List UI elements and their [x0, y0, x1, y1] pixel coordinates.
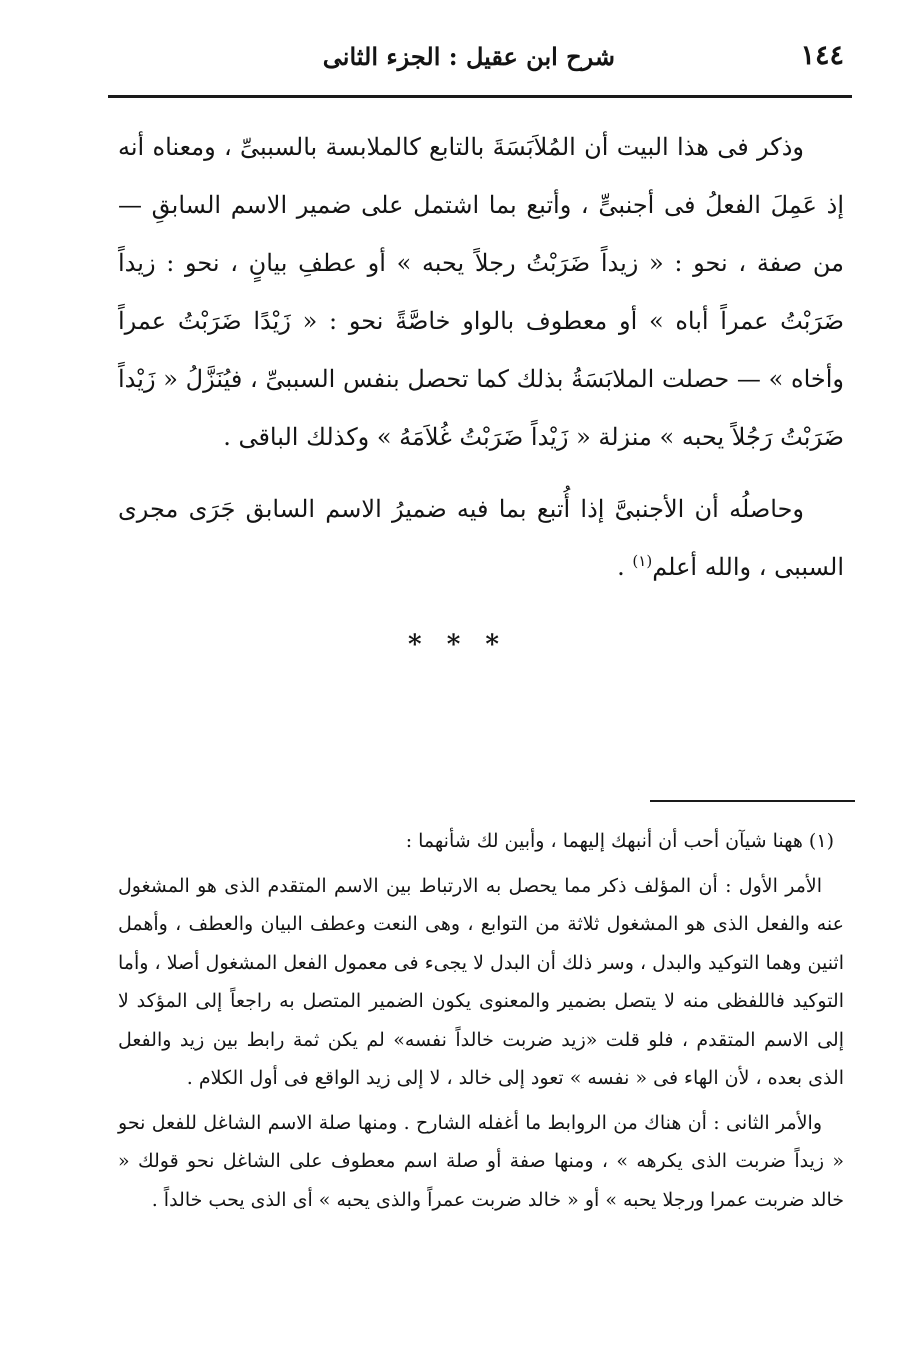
paragraph-text: وحاصلُه أن الأجنبىَّ إذا أُتبع بما فيه ضميرُ الاسم السابق جَرَى مجرى السببى ، والله أعلم [118, 495, 844, 581]
running-head: شرح ابن عقيل : الجزء الثانى [322, 42, 615, 71]
footnote-reference: (١) [632, 552, 653, 570]
footnote-paragraph: والأمر الثانى : أن هناك من الروابط ما أغفله الشارح . ومنها صلة الاسم الشاغل للفعل نحو « زيداً ضربت الذى يكرهه » ، ومنها صفة أو صلة اسم معطوف على الشاغل نحو قولك « خالد ضربت عمرا ورجلا يحبه » أو « خالد ضربت عمراً والذى يحبه » أى الذى يحب خالداً . [118, 1111, 844, 1211]
body-paragraph [118, 480, 844, 596]
footnotes [118, 822, 844, 1225]
section-separator: * * * [408, 630, 507, 660]
footnote-rule [650, 800, 855, 802]
page-number: ١٤٤ [800, 40, 844, 71]
page-header [108, 38, 850, 90]
header-rule [108, 95, 852, 98]
footnote-paragraph: الأمر الأول : أن المؤلف ذكر مما يحصل به الارتباط بين الاسم المتقدم الذى هو المشغول عنه والفعل الذى هو المشغول ثلاثة من التوابع ، وهى النعت وعطف البيان والعطف ، وأهمل اثنين وهما التوكيد والبدل ، وسر ذلك أن البدل لا يجىء فى معمول الفعل المشغول أصلا ، وأما التوكيد فاللفظى منه لا يتصل بضمير والمعنوى يكون الضمير المتصل به راجعاً إلى المؤكد لا إلى الاسم المتقدم ، فلو قلت «زيد ضربت خالداً نفسه» لم يكن ثمة رابط بين زيد والفعل الذى بعده ، لأن الهاء فى « نفسه » تعود إلى خالد ، لا إلى زيد الواقع فى أول الكلام . [118, 874, 844, 1089]
footnote-paragraph: (١) ههنا شيآن أحب أن أنبهك إليهما ، وأبين لك شأنهما : [405, 830, 834, 852]
paragraph-end: . [617, 553, 633, 581]
body-paragraph: وذكر فى هذا البيت أن المُلاَبَسَةَ بالتابع كالملابسة بالسببىِّ ، ومعناه أنه إذ عَمِلَ الفعلُ فى أجنبىٍّ ، وأتبع بما اشتمل على ضمير الاسم السابقِ — من صفة ، نحو : « زيداً ضَرَبْتُ رجلاً يحبه » أو عطفِ بيانٍ ، نحو : زيداً ضَرَبْتُ عمراً أباه » أو معطوف بالواو خاصَّةً نحو : « زَيْدًا ضَرَبْتُ عمراً وأخاه » — حصلت الملابَسَةُ بذلك كما تحصل بنفس السببىِّ ، فيُنَزَّلُ « زَيْداً ضَرَبْتُ رَجُلاً يحبه » منزلة « زَيْداً ضَرَبْتُ غُلاَمَهُ » وكذلك الباقى . [118, 133, 844, 451]
main-text [118, 118, 844, 610]
